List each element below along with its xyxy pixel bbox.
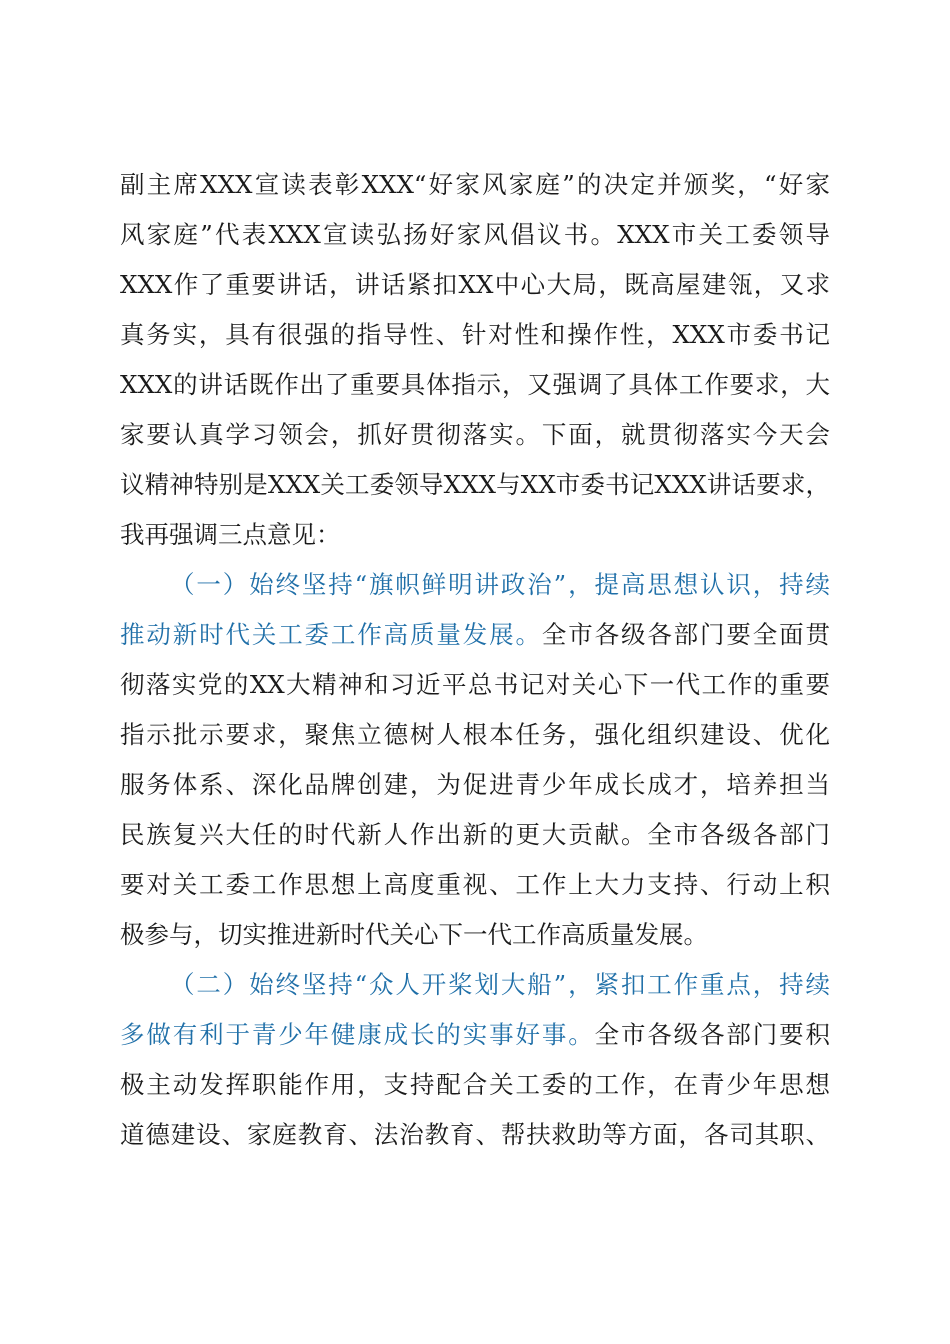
document-body: [120, 160, 830, 1160]
section-heading-line: （二）始终坚持“众人开桨划大船”，紧扣工作重点，持续: [170, 970, 830, 999]
text-line: XXX作了重要讲话，讲话紧扣XX中心大局，既高屋建瓴，又求: [120, 270, 830, 299]
text-line: [120, 1010, 830, 1060]
text-line: 极主动发挥职能作用，支持配合关工委的工作，在青少年思想: [120, 1070, 830, 1099]
text-line: XXX的讲话既作出了重要具体指示，又强调了具体工作要求，大: [120, 370, 830, 399]
paragraph-intro: [120, 160, 830, 560]
text-line: 议精神特别是XXX关工委领导XXX与XX市委书记XXX讲话要求，: [120, 470, 830, 499]
text-line: 民族复兴大任的时代新人作出新的更大贡献。全市各级各部门: [120, 820, 830, 849]
section-heading-tail: 多做有利于青少年健康成长的实事好事。: [120, 1020, 595, 1049]
text-line: 服务体系、深化品牌创建，为促进青少年成长成才，培养担当: [120, 770, 830, 799]
text-line: 极参与，切实推进新时代关心下一代工作高质量发展。: [120, 920, 708, 949]
text-line: 要对关工委工作思想上高度重视、工作上大力支持、行动上积: [120, 870, 830, 899]
text-line: 指示批示要求，聚焦立德树人根本任务，强化组织建设、优化: [120, 720, 830, 749]
text-line: 风家庭”代表XXX宣读弘扬好家风倡议书。XXX市关工委领导: [120, 220, 830, 249]
text-line: 家要认真学习领会，抓好贯彻落实。下面，就贯彻落实今天会: [120, 420, 830, 449]
text-line: 我再强调三点意见：: [120, 520, 341, 549]
text-line: 道德建设、家庭教育、法治教育、帮扶救助等方面，各司其职、: [120, 1120, 830, 1149]
body-text-segment: 全市各级各部门要积: [594, 1020, 831, 1049]
section-heading-tail: 推动新时代关工委工作高质量发展。: [120, 620, 542, 649]
text-line: 真务实，具有很强的指导性、针对性和操作性，XXX市委书记: [120, 320, 830, 349]
paragraph-point-two: [120, 960, 830, 1160]
text-line: 副主席XXX宣读表彰XXX“好家风家庭”的决定并颁奖，“好家: [120, 170, 830, 199]
paragraph-point-one: [120, 560, 830, 960]
section-heading-line: （一）始终坚持“旗帜鲜明讲政治”，提高思想认识，持续: [170, 570, 830, 599]
body-text-segment: 全市各级各部门要全面贯: [541, 620, 831, 649]
text-line: [120, 610, 830, 660]
text-line: 彻落实党的XX大精神和习近平总书记对关心下一代工作的重要: [120, 670, 830, 699]
